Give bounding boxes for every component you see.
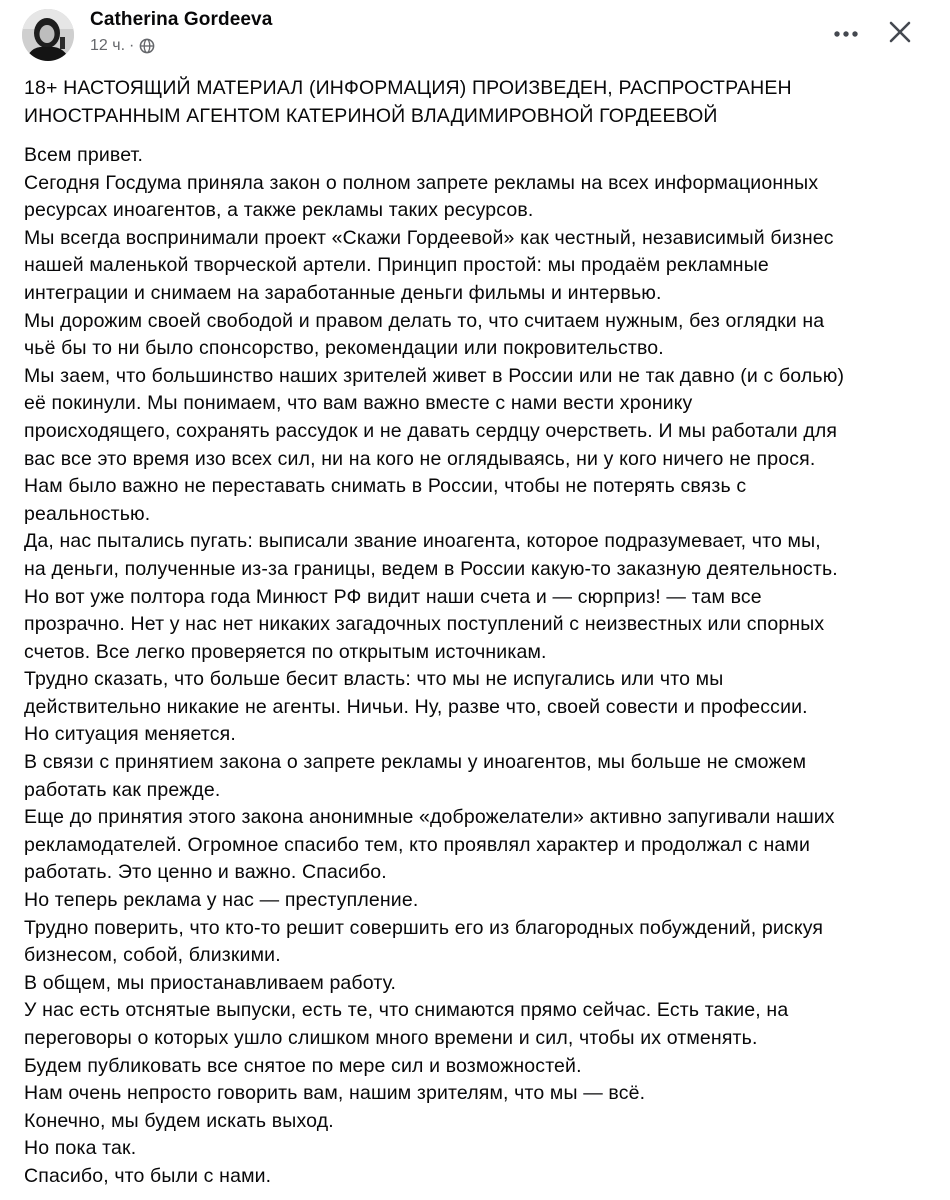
post-text-line: Сегодня Госдума приняла закон о полном запрете рекламы на всех информационных [24,171,819,194]
post-text-line: бизнесом, собой, близкими. [24,944,281,967]
post-text-line: Мы дорожим своей свободой и правом делать то, что считаем нужным, без оглядки на [24,309,825,332]
post-text-line: Но вот уже полтора года Минюст РФ видит наши счета и — сюрприз! — там все [24,585,762,608]
more-options-button[interactable] [826,16,866,52]
close-icon [889,21,911,43]
post-text-line: Но ситуация меняется. [24,723,236,746]
post-text-line: действительно никакие не агенты. Ничьи. Ну, разве что, своей совести и профессии. [24,695,808,718]
post-text-line: Но теперь реклама у нас — преступление. [24,889,419,912]
globe-icon[interactable] [139,38,155,54]
post-timestamp[interactable]: 12 ч. [90,37,126,54]
post-text-line: Еще до принятия этого закона анонимные «доброжелатели» активно запугивали наших [24,806,835,829]
post-text-line: Мы заем, что большинство наших зрителей живет в России или не так давно (и с болью) [24,364,845,387]
notice-line: ИНОСТРАННЫМ АГЕНТОМ КАТЕРИНОЙ ВЛАДИМИРОВНОЙ ГОРДЕЕВОЙ [24,105,718,127]
post-text-line: интеграции и снимаем на заработанные деньги фильмы и интервью. [24,281,662,304]
post-text-line: Будем публиковать все снятое по мере сил и возможностей. [24,1054,582,1077]
foreign-agent-notice [24,74,924,130]
post-text-line: её покинули. Мы понимаем, что вам важно вместе с нами вести хронику [24,392,693,415]
post-body [24,142,944,1191]
post-text-line: прозрачно. Нет у нас нет никаких загадочных поступлений с неизвестных или спорных [24,613,825,636]
post-text-line: работать. Это ценно и важно. Спасибо. [24,861,387,884]
post-text-line: В общем, мы приостанавливаем работу. [24,971,397,994]
post-header [0,0,950,70]
post-text-line: Всем привет. [24,144,144,166]
post-text-line: Спасибо, что были с нами. [24,1164,272,1187]
post-text-line: В связи с принятием закона о запрете рекламы у иноагентов, мы больше не сможем [24,751,807,774]
post-text-line: происходящего, сохранять рассудок и не давать сердцу очерстветь. И мы работали для [24,419,838,442]
post-text-line: рекламодателей. Огромное спасибо тем, кто проявлял характер и продолжал с нами [24,833,811,856]
post-text-line: вас все это время изо всех сил, ни на кого не оглядываясь, ни у кого ничего не прося. [24,447,816,470]
post-text-line: Нам было важно не переставать снимать в России, чтобы не потерять связь с [24,475,747,498]
post-text-line: Конечно, мы будем искать выход. [24,1109,334,1132]
close-button[interactable] [880,12,920,52]
notice-line: 18+ НАСТОЯЩИЙ МАТЕРИАЛ (ИНФОРМАЦИЯ) ПРОИЗВЕДЕН, РАСПРОСТРАНЕН [24,77,792,99]
post-text-line: ресурсах иноагентов, а также рекламы таких ресурсов. [24,199,534,222]
post-text-line: Мы всегда воспринимали проект «Скажи Гордеевой» как честный, независимый бизнес [24,226,834,249]
post-text-line: реальностью. [24,502,151,525]
post-text-line: У нас есть отснятые выпуски, есть те, что снимаются прямо сейчас. Есть такие, на [24,999,789,1022]
post-text-line: Но пока так. [24,1137,137,1160]
post-text-line: Трудно сказать, что больше бесит власть: что мы не испугались или что мы [24,668,724,691]
post-text-line: чьё бы то ни было спонсорство, рекомендации или покровительство. [24,337,664,360]
post-text-line: Трудно поверить, что кто-то решит совершить его из благородных побуждений, рискуя [24,916,824,939]
post-text-line: переговоры о которых ушло слишком много времени и сил, чтобы их отменять. [24,1027,758,1049]
post-text-line: счетов. Все легко проверяется по открытым источникам. [24,640,547,663]
avatar[interactable] [22,9,74,61]
post-meta [90,37,155,55]
more-horizontal-icon [833,30,859,38]
post-text-line: работать как прежде. [24,778,221,801]
post-text-line: нашей маленькой творческой артели. Принцип простой: мы продаём рекламные [24,254,769,277]
post-text-line: на деньги, полученные из-за границы, ведем в России какую-то заказную деятельность. [24,557,838,580]
post-text-line: Да, нас пытались пугать: выписали звание иноагента, которое подразумевает, что мы, [24,530,821,553]
avatar-photo [22,9,74,61]
post-text-line: Нам очень непросто говорить вам, нашим зрителям, что мы — всё. [24,1082,646,1105]
meta-separator: · [129,37,135,54]
author-name[interactable]: Catherina Gordeeva [90,9,273,30]
